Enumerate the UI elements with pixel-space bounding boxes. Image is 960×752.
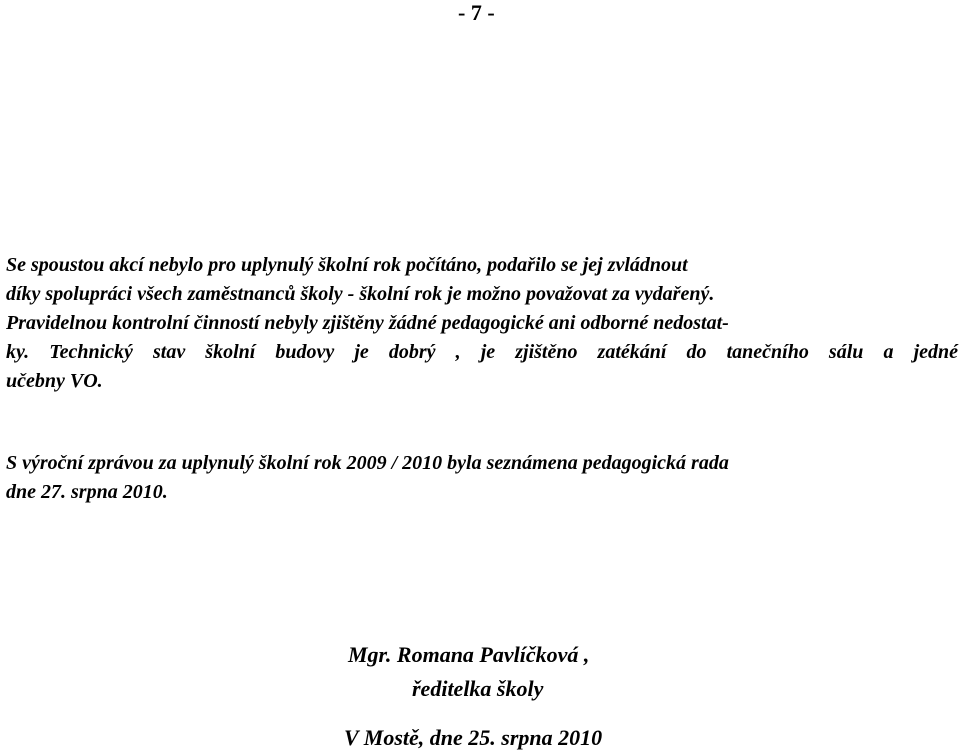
text-line: díky spolupráci všech zaměstnanců školy - školní rok je možno považovat za vydařený.	[6, 283, 715, 305]
text-line: dne 27. srpna 2010.	[6, 481, 168, 503]
page-number: - 7 -	[458, 0, 495, 25]
signature-block	[0, 638, 960, 706]
signatory-name: Mgr. Romana Pavlíčková ,	[348, 642, 590, 667]
place-and-date: V Mostě, dne 25. srpna 2010	[344, 725, 603, 750]
report-conclusion-paragraph	[6, 251, 958, 396]
text-line: učebny VO.	[6, 370, 103, 392]
text-line: S výroční zprávou za uplynulý školní rok 2009 / 2010 byla seznámena pedagogická rada	[6, 452, 729, 474]
text-line: Se spoustou akcí nebylo pro uplynulý školní rok počítáno, podařilo se jej zvládnout	[6, 254, 688, 276]
signatory-role: ředitelka školy	[412, 676, 544, 701]
text-line: ky. Technický stav školní budovy je dobrý , je zjištěno zatékání do tanečního sálu a jedné	[6, 341, 958, 363]
approval-paragraph	[6, 449, 958, 507]
text-line: Pravidelnou kontrolní činností nebyly zjištěny žádné pedagogické ani odborné nedostat-	[6, 312, 729, 334]
